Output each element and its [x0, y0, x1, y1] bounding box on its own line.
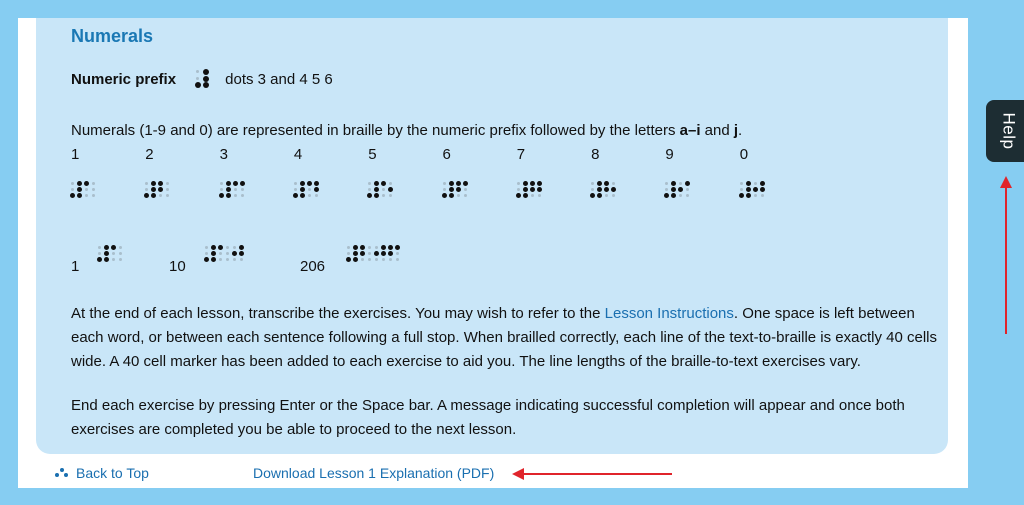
section-heading: Numerals	[71, 26, 154, 46]
digit-braille	[294, 182, 322, 198]
digit-label: 1	[71, 146, 80, 163]
numeric-prefix-braille	[196, 70, 211, 88]
braille-cell	[389, 246, 400, 262]
braille-cell	[234, 182, 245, 198]
instructions-paragraph: At the end of each lesson, transcribe the exercises. You may wish to refer to the Lesson Instructions. One space is left between each word, or between each sentence following a full stop. When brailled correctly, each line of the text-to-braille is exactly 40 cells wide. A 40 cell marker has been added to each exercise to aid you. The line lengths of the braille-to-text exercises vary.	[71, 305, 938, 370]
braille-cell	[591, 182, 602, 198]
digit-braille	[517, 182, 545, 198]
help-tab[interactable]	[986, 100, 1024, 162]
digit-label: 3	[219, 146, 228, 163]
braille-cell	[754, 182, 765, 198]
braille-cell	[368, 182, 379, 198]
braille-dots-icon	[55, 468, 71, 478]
digit-braille	[740, 182, 768, 198]
numeric-prefix-label: Numeric prefix	[71, 70, 177, 88]
braille-cell	[679, 182, 690, 198]
braille-cell	[605, 182, 616, 198]
digit-label: 8	[591, 146, 600, 163]
braille-cell	[457, 182, 468, 198]
digit-braille	[591, 182, 619, 198]
completion-paragraph: End each exercise by pressing Enter or the Space bar. A message indicating successful completion will appear and once both exercises are completed you be able to proceed to the next lesson.	[71, 397, 905, 438]
digit-label: 7	[516, 146, 526, 163]
red-arrow-left-icon	[512, 466, 672, 482]
braille-cell	[347, 246, 358, 262]
braille-cell	[740, 182, 751, 198]
braille-cell	[220, 182, 231, 198]
braille-cell	[85, 182, 96, 198]
braille-cell	[71, 182, 82, 198]
braille-cell	[308, 182, 319, 198]
digit-label: 9	[665, 146, 674, 163]
numeric-prefix-row	[71, 64, 333, 94]
example-braille	[347, 246, 403, 262]
digit-label: 4	[293, 146, 303, 163]
braille-cell	[361, 246, 372, 262]
braille-cell	[205, 246, 216, 262]
lesson-instructions-link[interactable]: Lesson Instructions	[604, 305, 734, 322]
digit-label: 5	[368, 146, 377, 163]
digit-braille	[71, 182, 99, 198]
lesson-panel	[36, 18, 948, 454]
help-tab-label: Help	[999, 112, 1018, 150]
download-pdf-link[interactable]: Download Lesson 1 Explanation (PDF)	[253, 465, 495, 481]
digit-label: 2	[145, 146, 154, 163]
braille-cell	[375, 246, 386, 262]
braille-cell	[145, 182, 156, 198]
digit-label: 0	[739, 146, 749, 163]
braille-cell	[196, 70, 208, 88]
numerals-intro: Numerals (1-9 and 0) are represented in braille by the numeric prefix followed by the letters a–i and j.	[71, 122, 743, 139]
braille-cell	[294, 182, 305, 198]
braille-cell	[443, 182, 454, 198]
example-braille	[98, 246, 126, 262]
digit-braille	[443, 182, 471, 198]
example-label: 206	[300, 258, 326, 275]
digit-braille	[368, 182, 396, 198]
back-to-top-link[interactable]: Back to Top	[55, 465, 149, 481]
braille-cell	[382, 182, 393, 198]
example-label: 1	[71, 258, 80, 275]
braille-cell	[112, 246, 123, 262]
example-label: 10	[169, 258, 186, 275]
braille-cell	[233, 246, 244, 262]
braille-cell	[531, 182, 542, 198]
lesson-page	[18, 18, 968, 488]
braille-cell	[159, 182, 170, 198]
digit-label: 6	[442, 146, 451, 163]
numeric-prefix-dots-text: dots 3 and 4 5 6	[225, 70, 333, 88]
braille-cell	[219, 246, 230, 262]
braille-group	[196, 70, 211, 88]
digit-braille	[220, 182, 248, 198]
braille-cell	[517, 182, 528, 198]
digit-braille	[145, 182, 173, 198]
braille-cell	[98, 246, 109, 262]
braille-cell	[665, 182, 676, 198]
example-braille	[205, 246, 247, 262]
red-arrow-up-icon	[998, 176, 1014, 336]
digit-braille	[665, 182, 693, 198]
